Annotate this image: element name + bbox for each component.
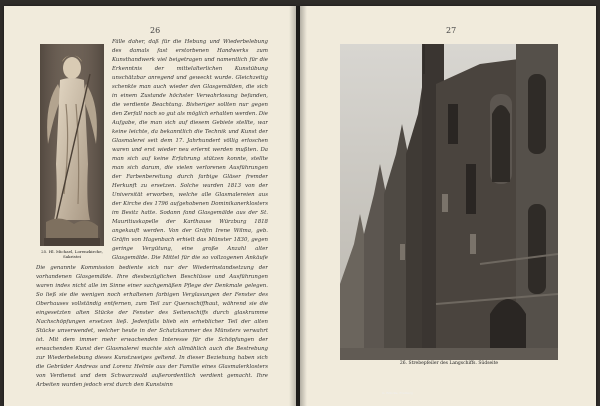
right-page: [300, 6, 596, 406]
gothic-buttress-illustration: [340, 44, 558, 360]
book-gutter-shadow: [289, 6, 307, 406]
figure-caption: 25. Hl. Michael, Lorenzkirche, Sakristei: [41, 249, 103, 259]
photo-caption: 26. Strebepfeiler des Langschiffs. Südseite: [399, 361, 499, 366]
page-number-left: 26: [150, 26, 161, 35]
statue-illustration: [40, 44, 104, 246]
photo-credit: G. Röbcke, Freiburg: [382, 391, 413, 395]
page-number-right: 27: [446, 26, 457, 35]
column-text: Fälle daher, daß für die Hebung und Wiederbelebung des damals fast erstorbenen Handwerks zum Kunsthandwerk viel beigetragen und namentlich für die Erkenntnis der mittelalterlichen Kunstübung unschätzbar anregend und geweckt wurde. Gleichzeitig schenkte man auch wieder den Glasgemälden, die sich in einem Zustande höchster Verwahrlosung befanden, die verdiente Beachtung. Bisheriger sollten nur gegen den Zerfall noch so gut als möglich erhalten werden. Die Aufgabe, die man sich auf diesem Gebiete stellte, war keine leichte, da bekanntlich die Technik und Kunst der Glasmalerei seit dem 17. Jahrhundert völlig erloschen waren und erst wieder neu erlernt werden mußten. Da man sich auf keine Erfahrung stützen konnte, stellte man sich darum, die vielen verlorenen Ausführungen der Farbenbereitung durch farbige Gläser fremder Herkunft zu ersetzen. Solche wurden 1813 von der Universität erworben, welche alle Glasmalereien aus der Kirche des 1796 aufgehobenen Dominikanerklosters im Besitz hatte. Sodann fand Glasgemälde aus der St. Mauritiuskapelle der Karthause Würzburg 1818 angekauft werden. Von der Gräfin Irene Wilma, geb. Gräfin von Hagenbach erhielt das Münster 1830, gegen geringe Vergütung, eine große Anzahl alter Glasgemälde. Die Mittel für die so vollzogenen Ankäufe: [112, 39, 268, 261]
left-page: [4, 6, 296, 406]
saint-michael-statue-figure: [40, 44, 104, 246]
body-text: Die genannte Kommission bediente sich nur der Wiederinstandsetzung der vorhandenen Glasgemälde. Ihre diesbezüglichen Beschlüsse und Ausführungen waren indes nicht alle im Sinne einer sachgemäßen Pflege der Denkmale gelegen. So ließ sie die wenigen noch erhaltenen farbigen Verglasungen der Fenster des Oberhauses vollständig entfernen, zum Teil zur Quersschiffhaut, während sie die eingesetzten alten Stücke der Fenster des Seitenschiffs durch glaskrumme Nachschöpfungen ersetzen ließ. Jedenfalls blieb ein erheblicher Teil der alten Stücke unverwendet, welcher heute in der Schatzkammer des Münsters verwahrt ist. Mit dem immer mehr erwachenden Interesse für die Schöpfungen der erwachenden Kunst der Glasmalerei machte sich allmählich auch die Bestrebung zur Wiederbelebung dieses Kunstzweiges geltend. In dieser Beziehung haben sich die Gebrüder Andreas und Lorenz Helmle aus der Familie eines Glasmalerklosters von Verdienst und dem Schwarzwald außerordentlich verdient gemacht. Ihre Arbeiten wurden jedoch erst durch den Kunstsinn: [36, 265, 268, 388]
